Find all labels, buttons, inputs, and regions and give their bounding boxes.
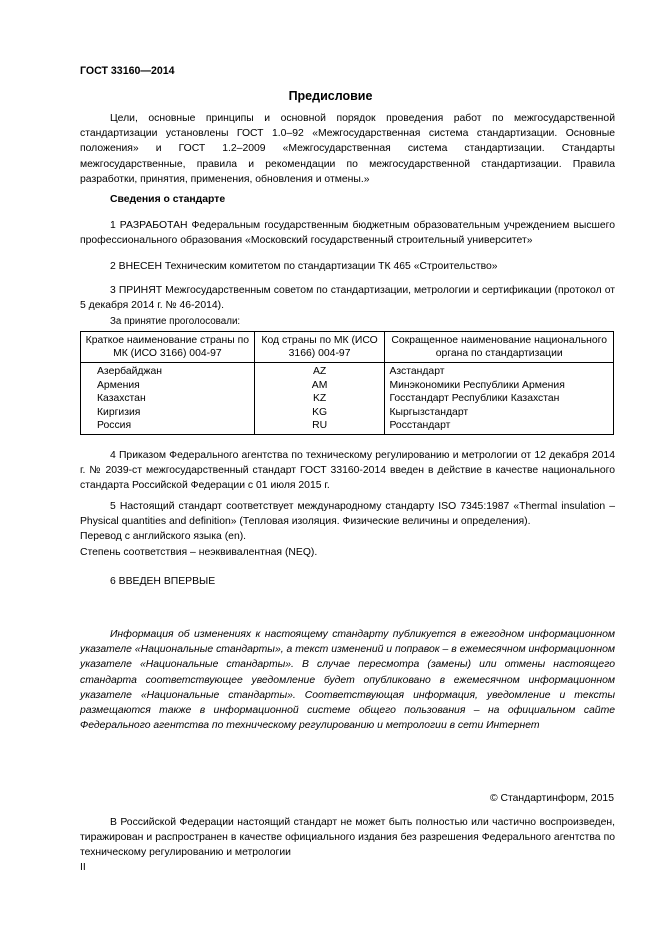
cell-code: RU bbox=[254, 419, 385, 434]
cell-code: AM bbox=[254, 379, 385, 393]
cell-code: AZ bbox=[254, 363, 385, 379]
vote-caption: За принятие проголосовали: bbox=[110, 316, 241, 327]
cell-body: Минэкономики Республики Армения bbox=[385, 379, 614, 393]
cell-country: Киргизия bbox=[81, 406, 255, 420]
page-title: Предисловие bbox=[288, 89, 373, 103]
cell-country: Армения bbox=[81, 379, 255, 393]
item3-paragraph: 3 ПРИНЯТ Межгосударственным советом по стандартизации, метрологии и сертификации (протокол от 5 декабря 2014 г. № 46-2014). bbox=[80, 285, 615, 312]
cell-country: Азербайджан bbox=[81, 363, 255, 379]
item2-paragraph: 2 ВНЕСЕН Техническим комитетом по стандартизации ТК 465 «Строительство» bbox=[110, 261, 498, 272]
item5-translation: Перевод с английского языка (en). bbox=[80, 531, 247, 543]
table-row bbox=[81, 392, 614, 406]
table-row bbox=[81, 379, 614, 393]
item2-block bbox=[80, 259, 615, 274]
item1-block bbox=[80, 218, 615, 248]
intro-block bbox=[80, 111, 615, 187]
vote-table bbox=[80, 331, 614, 435]
item5-degree: Степень соответствия – неэквивалентная (NEQ). bbox=[80, 546, 318, 558]
item4-block bbox=[80, 448, 615, 494]
vote-header-body: Сокращенное наименование национального органа по стандартизации bbox=[385, 332, 614, 363]
info-heading: Сведения о стандарте bbox=[110, 194, 226, 205]
table-row bbox=[81, 406, 614, 420]
table-row bbox=[81, 419, 614, 434]
item6: 6 ВВЕДЕН ВПЕРВЫЕ bbox=[110, 576, 216, 587]
vote-table-header-row bbox=[81, 332, 614, 363]
cell-code: KZ bbox=[254, 392, 385, 406]
page-number: II bbox=[80, 862, 86, 873]
intro-paragraph: Цели, основные принципы и основной порядок проведения работ по межгосударственной стандартизации установлены ГОСТ 1.0–92 «Межгосударственная система стандартизации. Основные положения» и ГОСТ 1.2–2009 «Межгосударственная система стандартизации. Стандарты межгосударственные, правила и рекомендации по межгосударственной стандартизации. Правила разработки, принятия, применения, обновления и отмены.» bbox=[80, 113, 615, 185]
copyright: © Стандартинформ, 2015 bbox=[489, 793, 614, 804]
notice-paragraph: Информация об изменениях к настоящему стандарту публикуется в ежегодном информационном указателе «Национальные стандарты», а текст изменений и поправок – в ежемесячном информационном указателе «Национальные стандарты». В случае пересмотра (замены) или отмены настоящего стандарта соответствующее уведомление будет опубликовано в ежемесячном информационном указателе «Национальные стандарты». Соответствующая информация, уведомление и тексты размещаются также в информационной системе общего пользования – на официальном сайте Федерального агентства по техническому регулированию и метрологии в сети Интернет bbox=[80, 629, 615, 732]
cell-country: Казахстан bbox=[81, 392, 255, 406]
cell-body: Росстандарт bbox=[385, 419, 614, 434]
vote-header-code: Код страны по МК (ИСО 3166) 004-97 bbox=[254, 332, 385, 363]
cell-body: Госстандарт Республики Казахстан bbox=[385, 392, 614, 406]
reproduction-paragraph: В Российской Федерации настоящий стандарт не может быть полностью или частично воспроизведен, тиражирован и распространен в качестве официального издания без разрешения Федерального агентства по техническому регулированию и метрологии bbox=[80, 817, 615, 859]
vote-header-country: Краткое наименование страны по МК (ИСО 3166) 004-97 bbox=[81, 332, 255, 363]
notice-block bbox=[80, 627, 615, 733]
table-row bbox=[81, 363, 614, 379]
cell-body: Кыргызстандарт bbox=[385, 406, 614, 420]
item4-paragraph: 4 Приказом Федерального агентства по техническому регулированию и метрологии от 12 декабря 2014 г. № 2039-ст межгосударственный стандарт ГОСТ 33160-2014 введен в действие в качестве национального стандарта Российской Федерации с 01 июля 2015 г. bbox=[80, 450, 615, 492]
item5-paragraph: 5 Настоящий стандарт соответствует международному стандарту ISO 7345:1987 «Thermal insulation – Physical quantities and definition» (Тепловая изоляция. Физические величины и определения). bbox=[80, 501, 615, 528]
item5-block bbox=[80, 499, 615, 560]
item1-paragraph: 1 РАЗРАБОТАН Федеральным государственным бюджетным образовательным учреждением высшего профессионального образования «Московский государственный строительный университет» bbox=[80, 220, 615, 247]
cell-code: KG bbox=[254, 406, 385, 420]
cell-body: Азстандарт bbox=[385, 363, 614, 379]
reproduction-block bbox=[80, 815, 615, 861]
item3-block bbox=[80, 283, 615, 313]
cell-country: Россия bbox=[81, 419, 255, 434]
doc-code-header: ГОСТ 33160—2014 bbox=[80, 65, 175, 77]
